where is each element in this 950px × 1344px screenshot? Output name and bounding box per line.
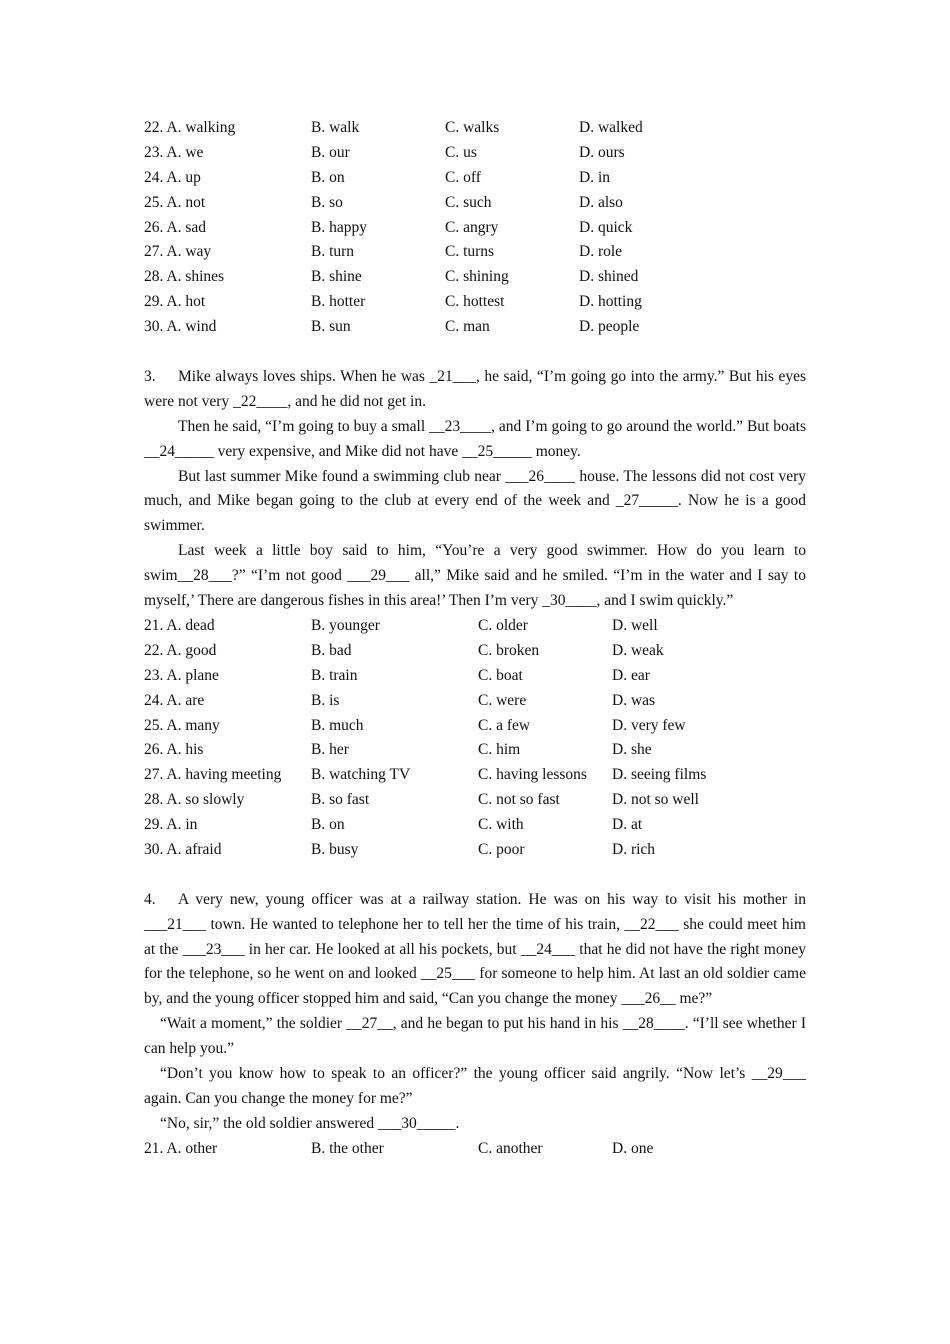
- option-row: 28. A. so slowly B. so fast C. not so fast D. not so well: [144, 791, 699, 809]
- section3-passage: [144, 365, 806, 614]
- option-row: 28. A. shines B. shine C. shining D. shined: [144, 268, 639, 286]
- passage-paragraph: 3. Mike always loves ships. When he was _21___, he said, “I’m going go into the army.” But his eyes were not very _22____, and he did not get in.: [144, 365, 806, 415]
- option-row: 21. A. dead B. younger C. older D. well: [144, 616, 658, 634]
- option-row: 21. A. other B. the other C. another D. one: [144, 1139, 654, 1157]
- passage-paragraph: But last summer Mike found a swimming club near ___26____ house. The lessons did not cost very much, and Mike began going to the club at every end of the week and _27_____. Now he is a good swimmer.: [144, 467, 806, 535]
- spacer: [144, 863, 806, 888]
- passage-paragraph: 4. A very new, young officer was at a railway station. He was on his way to visit his mother in ___21___ town. He wanted to telephone her to tell her the time of his train, __22___ she could meet him at the ___23___ in her car. He looked at all his pockets, but __24___ that he did not have the right money for the telephone, so he went on and looked __25___ for someone to help him. At last an old soldier came by, and the young officer stopped him and said, “Can you change the money ___26__ me?”: [144, 888, 806, 1013]
- passage-paragraph: “No, sir,” the old soldier answered ___30_____.: [160, 1114, 460, 1132]
- question-number: 3.: [144, 367, 156, 385]
- option-row: 29. A. in B. on C. with D. at: [144, 816, 643, 834]
- option-row: 25. A. not B. so C. such D. also: [144, 193, 623, 211]
- section4-options: [144, 1137, 806, 1162]
- document-page: [144, 116, 806, 1162]
- option-row: 26. A. his B. her C. him D. she: [144, 741, 652, 759]
- section4-passage: [144, 888, 806, 1137]
- option-row: 30. A. afraid B. busy C. poor D. rich: [144, 840, 656, 858]
- section3-options: [144, 614, 806, 863]
- option-row: 29. A. hot B. hotter C. hottest D. hotting: [144, 293, 642, 311]
- passage-paragraph: Last week a little boy said to him, “You’re a very good swimmer. How do you learn to swim__28___?” “I’m not good ___29___ all,” Mike said and he smiled. “I’m in the water and I say to myself,’ There are dangerous fishes in this area!’ Then I’m very _30____, and I swim quickly.”: [144, 542, 806, 610]
- option-row: 22. A. walking B. walk C. walks D. walked: [144, 119, 643, 136]
- option-row: 23. A. plane B. train C. boat D. ear: [144, 666, 650, 684]
- option-row: 23. A. we B. our C. us D. ours: [144, 143, 625, 161]
- section1-options: [144, 116, 806, 340]
- option-row: 25. A. many B. much C. a few D. very few: [144, 716, 686, 734]
- spacer: [144, 340, 806, 365]
- option-row: 22. A. good B. bad C. broken D. weak: [144, 641, 664, 659]
- option-row: 26. A. sad B. happy C. angry D. quick: [144, 218, 633, 236]
- option-row: 24. A. are B. is C. were D. was: [144, 691, 656, 709]
- question-number: 4.: [144, 890, 156, 908]
- option-row: 24. A. up B. on C. off D. in: [144, 168, 610, 186]
- passage-paragraph: “Wait a moment,” the soldier __27__, and he began to put his hand in his __28____. “I’ll see whether I can help you.”: [144, 1015, 806, 1058]
- passage-paragraph: “Don’t you know how to speak to an officer?” the young officer said angrily. “Now let’s __29___ again. Can you change the money for me?”: [144, 1065, 806, 1108]
- passage-paragraph: Then he said, “I’m going to buy a small __23____, and I’m going to go around the world.” But boats __24_____ very expensive, and Mike did not have __25_____ money.: [144, 417, 806, 460]
- option-row: 27. A. way B. turn C. turns D. role: [144, 243, 623, 261]
- option-row: 27. A. having meeting B. watching TV C. having lessons D. seeing films: [144, 766, 707, 784]
- option-row: 30. A. wind B. sun C. man D. people: [144, 318, 640, 336]
